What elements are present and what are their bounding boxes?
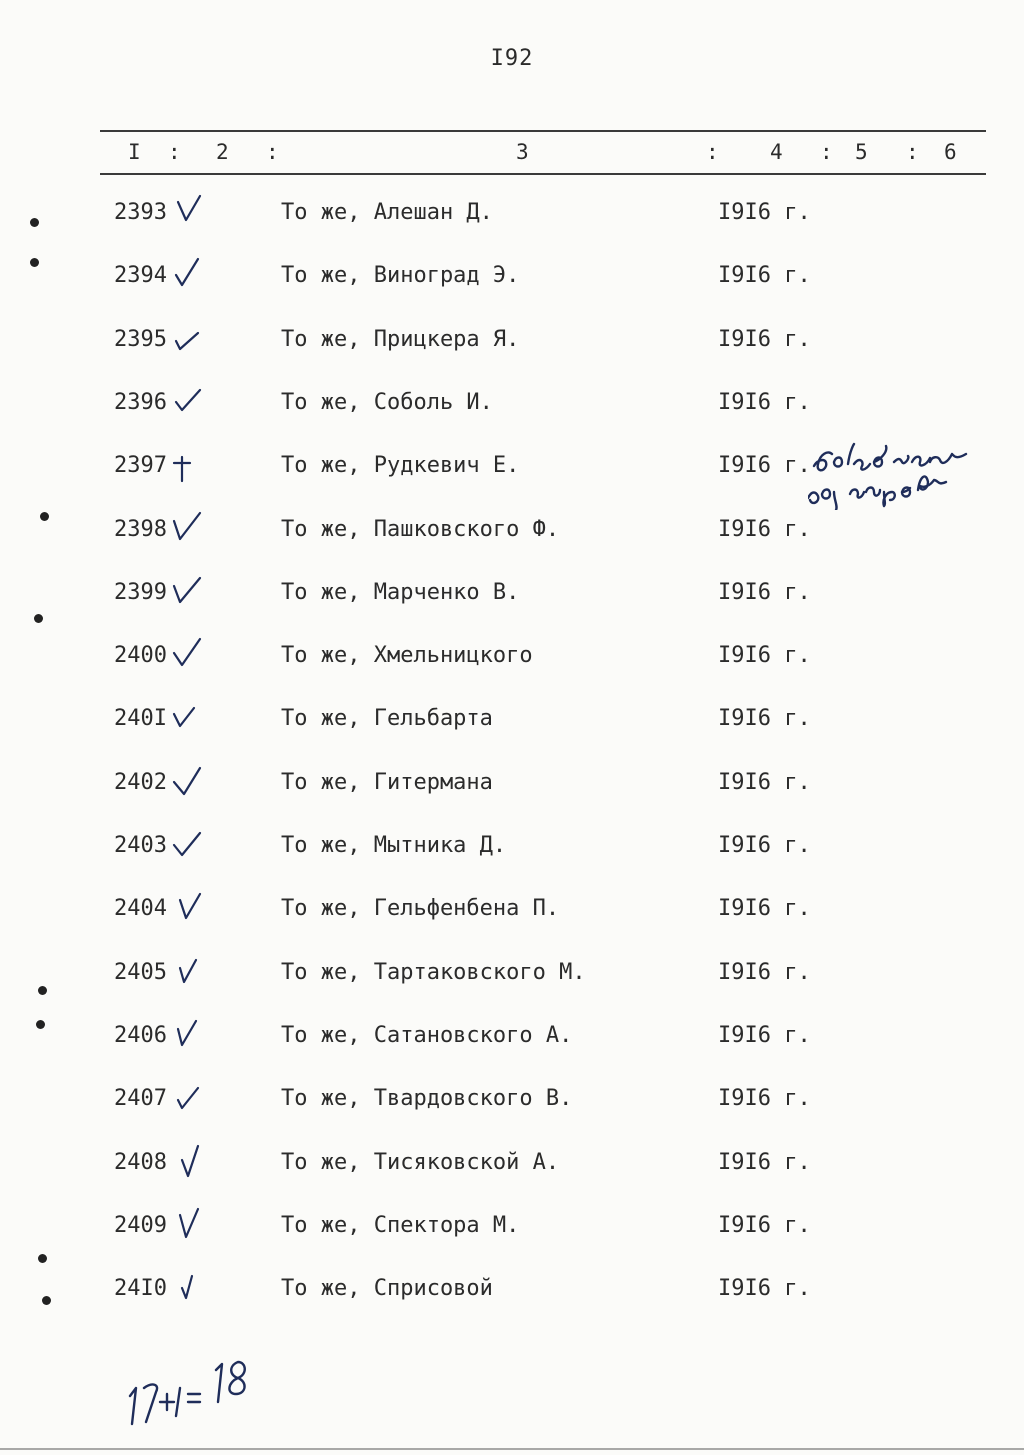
header-sep-3: : bbox=[706, 140, 719, 164]
table-row bbox=[0, 706, 1024, 746]
handwritten-tally bbox=[122, 1340, 272, 1430]
handwritten-tally-scribble-icon bbox=[122, 1340, 272, 1430]
row-year: I9I6 г. bbox=[718, 1086, 811, 1112]
row-description: То же, Спектора М. bbox=[281, 1212, 520, 1238]
row-description: То же, Сприсовой bbox=[281, 1276, 493, 1302]
table-row bbox=[0, 960, 1024, 1000]
row-year: I9I6 г. bbox=[718, 1276, 811, 1302]
row-number: 2396 bbox=[114, 389, 167, 415]
row-number: 2404 bbox=[114, 896, 167, 922]
table-row bbox=[0, 833, 1024, 873]
punch-hole bbox=[30, 218, 39, 227]
header-sep-2: : bbox=[266, 140, 279, 164]
table-row bbox=[0, 1213, 1024, 1253]
table-row bbox=[0, 1150, 1024, 1190]
row-description: То же, Гельфенбена П. bbox=[281, 896, 560, 922]
checkmark-icon bbox=[170, 954, 210, 990]
row-year: I9I6 г. bbox=[718, 896, 811, 922]
row-number: 2405 bbox=[114, 959, 167, 985]
row-year: I9I6 г. bbox=[718, 453, 811, 479]
row-description: То же, Мытника Д. bbox=[281, 833, 507, 858]
row-description: То же, Сатановского А. bbox=[281, 1022, 573, 1048]
row-number: 2395 bbox=[114, 326, 167, 352]
row-number: 2397 bbox=[114, 453, 167, 479]
row-description: То же, Рудкевич Е. bbox=[281, 453, 520, 479]
checkmark-icon bbox=[170, 574, 210, 610]
row-number: 240I bbox=[114, 706, 167, 732]
table-row bbox=[0, 517, 1024, 557]
row-number: 2398 bbox=[114, 516, 167, 542]
row-description: То же, Тартаковского М. bbox=[281, 959, 586, 985]
row-description: То же, Виноград Э. bbox=[281, 263, 520, 289]
table-row bbox=[0, 1023, 1024, 1063]
header-col-1: I bbox=[128, 140, 141, 164]
row-description: То же, Гитермана bbox=[281, 769, 493, 795]
row-year: I9I6 г. bbox=[718, 1149, 811, 1175]
checkmark-icon bbox=[170, 764, 210, 800]
header-col-6: 6 bbox=[944, 140, 957, 164]
cross-mark-icon bbox=[170, 447, 210, 483]
header-sep-5: : bbox=[906, 140, 919, 164]
row-year: I9I6 г. bbox=[718, 769, 811, 795]
row-year: I9I6 г. bbox=[718, 200, 811, 225]
row-number: 2402 bbox=[114, 769, 167, 795]
table-row bbox=[0, 580, 1024, 620]
row-year: I9I6 г. bbox=[718, 706, 811, 732]
checkmark-icon bbox=[170, 1207, 210, 1243]
row-description: То же, Хмельницкого bbox=[281, 643, 533, 669]
checkmark-icon bbox=[170, 384, 210, 420]
row-year: I9I6 г. bbox=[718, 263, 811, 289]
row-description: То же, Гельбарта bbox=[281, 706, 493, 732]
row-number: 2407 bbox=[114, 1086, 167, 1112]
row-number: 2408 bbox=[114, 1149, 167, 1175]
table-row bbox=[0, 896, 1024, 936]
punch-hole bbox=[40, 512, 49, 521]
row-year: I9I6 г. bbox=[718, 1212, 811, 1238]
table-header-rule bbox=[100, 173, 986, 175]
handwritten-note bbox=[808, 440, 998, 510]
header-sep-1: : bbox=[168, 140, 181, 164]
row-description: То же, Алешан Д. bbox=[281, 200, 493, 225]
header-col-4: 4 bbox=[770, 140, 783, 164]
row-year: I9I6 г. bbox=[718, 326, 811, 352]
table-row bbox=[0, 643, 1024, 683]
punch-hole bbox=[34, 614, 43, 623]
row-year: I9I6 г. bbox=[718, 1022, 811, 1048]
table-row bbox=[0, 390, 1024, 430]
row-number: 2409 bbox=[114, 1212, 167, 1238]
row-year: I9I6 г. bbox=[718, 579, 811, 605]
row-year: I9I6 г. bbox=[718, 959, 811, 985]
row-year: I9I6 г. bbox=[718, 833, 811, 858]
table-top-rule bbox=[100, 130, 986, 132]
checkmark-icon bbox=[170, 1080, 210, 1116]
handwritten-note-scribble-icon bbox=[808, 440, 998, 510]
checkmark-icon bbox=[170, 511, 210, 547]
checkmark-icon bbox=[170, 637, 210, 673]
page-bottom-edge bbox=[0, 1448, 1024, 1450]
table-row bbox=[0, 263, 1024, 303]
row-number: 2400 bbox=[114, 643, 167, 669]
row-description: То же, Марченко В. bbox=[281, 579, 520, 605]
checkmark-icon bbox=[170, 194, 210, 230]
row-number: 2394 bbox=[114, 263, 167, 289]
row-description: То же, Пашковского Ф. bbox=[281, 516, 560, 542]
row-number: 2403 bbox=[114, 833, 167, 858]
checkmark-icon bbox=[170, 321, 210, 357]
page-number: I92 bbox=[490, 46, 534, 71]
row-number: 24I0 bbox=[114, 1276, 167, 1302]
checkmark-icon bbox=[170, 1144, 210, 1180]
table-row bbox=[0, 1276, 1024, 1316]
checkmark-icon bbox=[170, 890, 210, 926]
row-number: 2393 bbox=[114, 200, 167, 225]
row-year: I9I6 г. bbox=[718, 389, 811, 415]
punch-hole bbox=[38, 986, 47, 995]
row-number: 2399 bbox=[114, 579, 167, 605]
row-description: То же, Твардовского В. bbox=[281, 1086, 573, 1112]
table-row bbox=[0, 770, 1024, 810]
table-row bbox=[0, 200, 1024, 240]
row-year: I9I6 г. bbox=[718, 643, 811, 669]
checkmark-icon bbox=[170, 700, 210, 736]
table-row bbox=[0, 327, 1024, 367]
header-sep-4: : bbox=[820, 140, 833, 164]
checkmark-icon bbox=[170, 257, 210, 293]
punch-hole bbox=[30, 258, 39, 267]
row-description: То же, Прицкера Я. bbox=[281, 326, 520, 352]
punch-hole bbox=[38, 1254, 47, 1263]
row-year: I9I6 г. bbox=[718, 516, 811, 542]
header-col-2: 2 bbox=[216, 140, 229, 164]
punch-hole bbox=[42, 1296, 51, 1305]
header-col-3: 3 bbox=[516, 140, 529, 164]
table-row bbox=[0, 1086, 1024, 1126]
checkmark-icon bbox=[170, 1270, 210, 1306]
row-description: То же, Соболь И. bbox=[281, 389, 493, 415]
header-col-5: 5 bbox=[855, 140, 868, 164]
punch-hole bbox=[36, 1020, 45, 1029]
row-number: 2406 bbox=[114, 1022, 167, 1048]
checkmark-icon bbox=[170, 827, 210, 863]
row-description: То же, Тисяковской А. bbox=[281, 1149, 560, 1175]
checkmark-icon bbox=[170, 1017, 210, 1053]
